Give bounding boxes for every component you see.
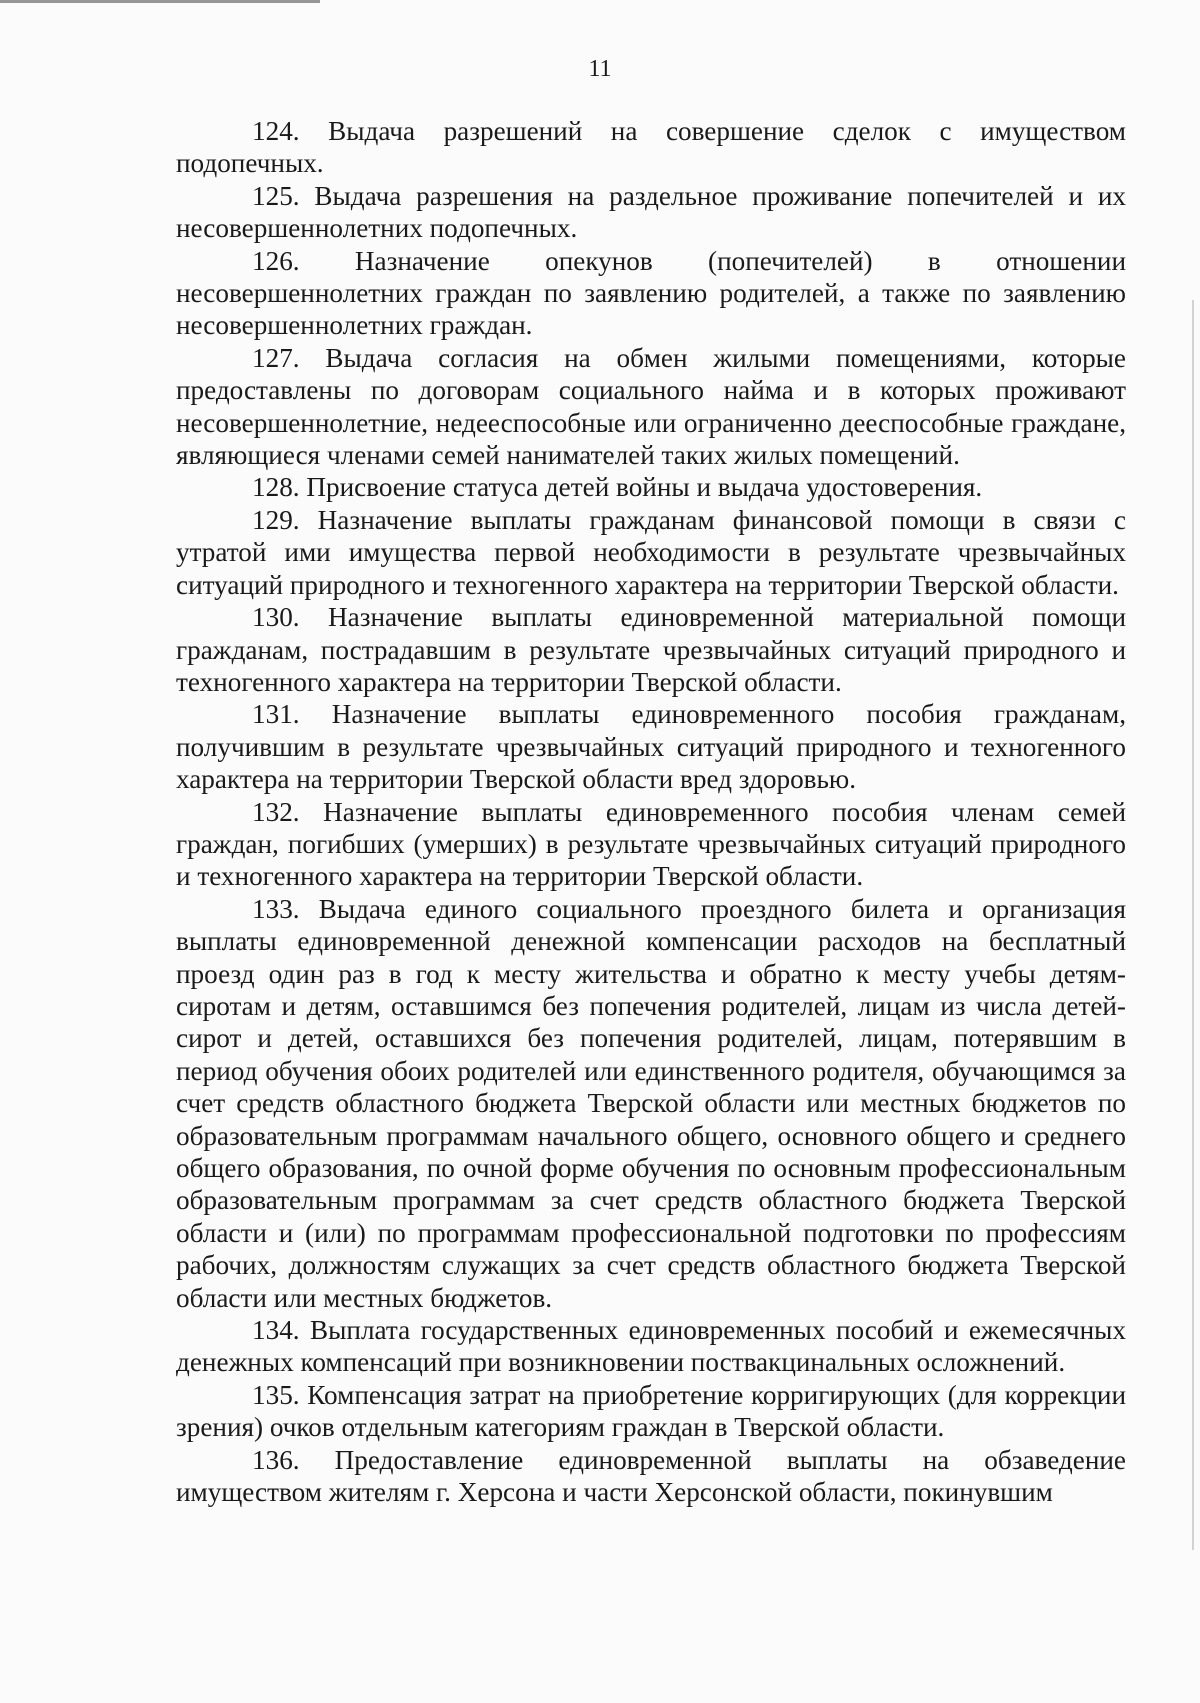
paragraph-126: 126. Назначение опекунов (попечителей) в отношении несовершеннолетних граждан по заявлению родителей, а также по заявлению несовершеннолетних граждан. <box>176 245 1126 341</box>
paragraph-136: 136. Предоставление единовременной выплаты на обзаведение имуществом жителям г. Херсона и части Херсонской области, покинувшим <box>176 1444 1126 1508</box>
paragraph-125: 125. Выдача разрешения на раздельное проживание попечителей и их несовершеннолетних подопечных. <box>176 180 1126 244</box>
paragraph-127: 127. Выдача согласия на обмен жилыми помещениями, которые предоставлены по договорам социального найма и в которых проживают несовершеннолетние, недееспособные или ограниченно дееспособные граждане, являющиеся членами семей нанимателей таких жилых помещений. <box>176 342 1126 471</box>
page-number: 11 <box>588 56 612 82</box>
scan-edge-top <box>0 0 320 3</box>
paragraph-134: 134. Выплата государственных единовременных пособий и ежемесячных денежных компенсаций при возникновении поствакцинальных осложнений. <box>176 1315 1126 1378</box>
paragraph-132: 132. Назначение выплаты единовременного пособия членам семей граждан, погибших (умерших) в результате чрезвычайных ситуаций природного и техногенного характера на территории Тверской области. <box>176 796 1126 892</box>
scan-edge-right <box>1192 300 1194 1550</box>
paragraph-124: 124. Выдача разрешений на совершение сделок с имуществом подопечных. <box>176 116 1126 179</box>
paragraph-129: 129. Назначение выплаты гражданам финансовой помощи в связи с утратой ими имущества первой необходимости в результате чрезвычайных ситуаций природного и техногенного характера на территории Тверской области. <box>176 504 1126 600</box>
paragraph-133: 133. Выдача единого социального проездного билета и организация выплаты единовременной денежной компенсации расходов на бесплатный проезд один раз в год к месту жительства и обратно к месту учебы детям-сиротам и детям, оставшимся без попечения родителей, лицам из числа детей-сирот и детей, оставшихся без попечения родителей, лицам, потерявшим в период обучения обоих родителей или единственного родителя, обучающимся за счет средств областного бюджета Тверской области или местных бюджетов по образовательным программам начального общего, основного общего и среднего общего образования, по очной форме обучения по основным профессиональным образовательным программам за счет средств областного бюджета Тверской области и (или) по программам профессиональной подготовки по профессиям рабочих, должностям служащих за счет средств областного бюджета Тверской области или местных бюджетов. <box>176 893 1126 1313</box>
paragraph-128: 128. Присвоение статуса детей войны и выдача удостоверения. <box>252 472 983 503</box>
paragraph-131: 131. Назначение выплаты единовременного пособия гражданам, получившим в результате чрезвычайных ситуаций природного и техногенного характера на территории Тверской области вред здоровью. <box>176 699 1126 795</box>
paragraph-135: 135. Компенсация затрат на приобретение корригирующих (для коррекции зрения) очков отдельным категориям граждан в Тверской области. <box>176 1379 1126 1443</box>
paragraph-130: 130. Назначение выплаты единовременной материальной помощи гражданам, пострадавшим в результате чрезвычайных ситуаций природного и техногенного характера на территории Тверской области. <box>176 602 1126 697</box>
document-body <box>176 115 1126 1508</box>
